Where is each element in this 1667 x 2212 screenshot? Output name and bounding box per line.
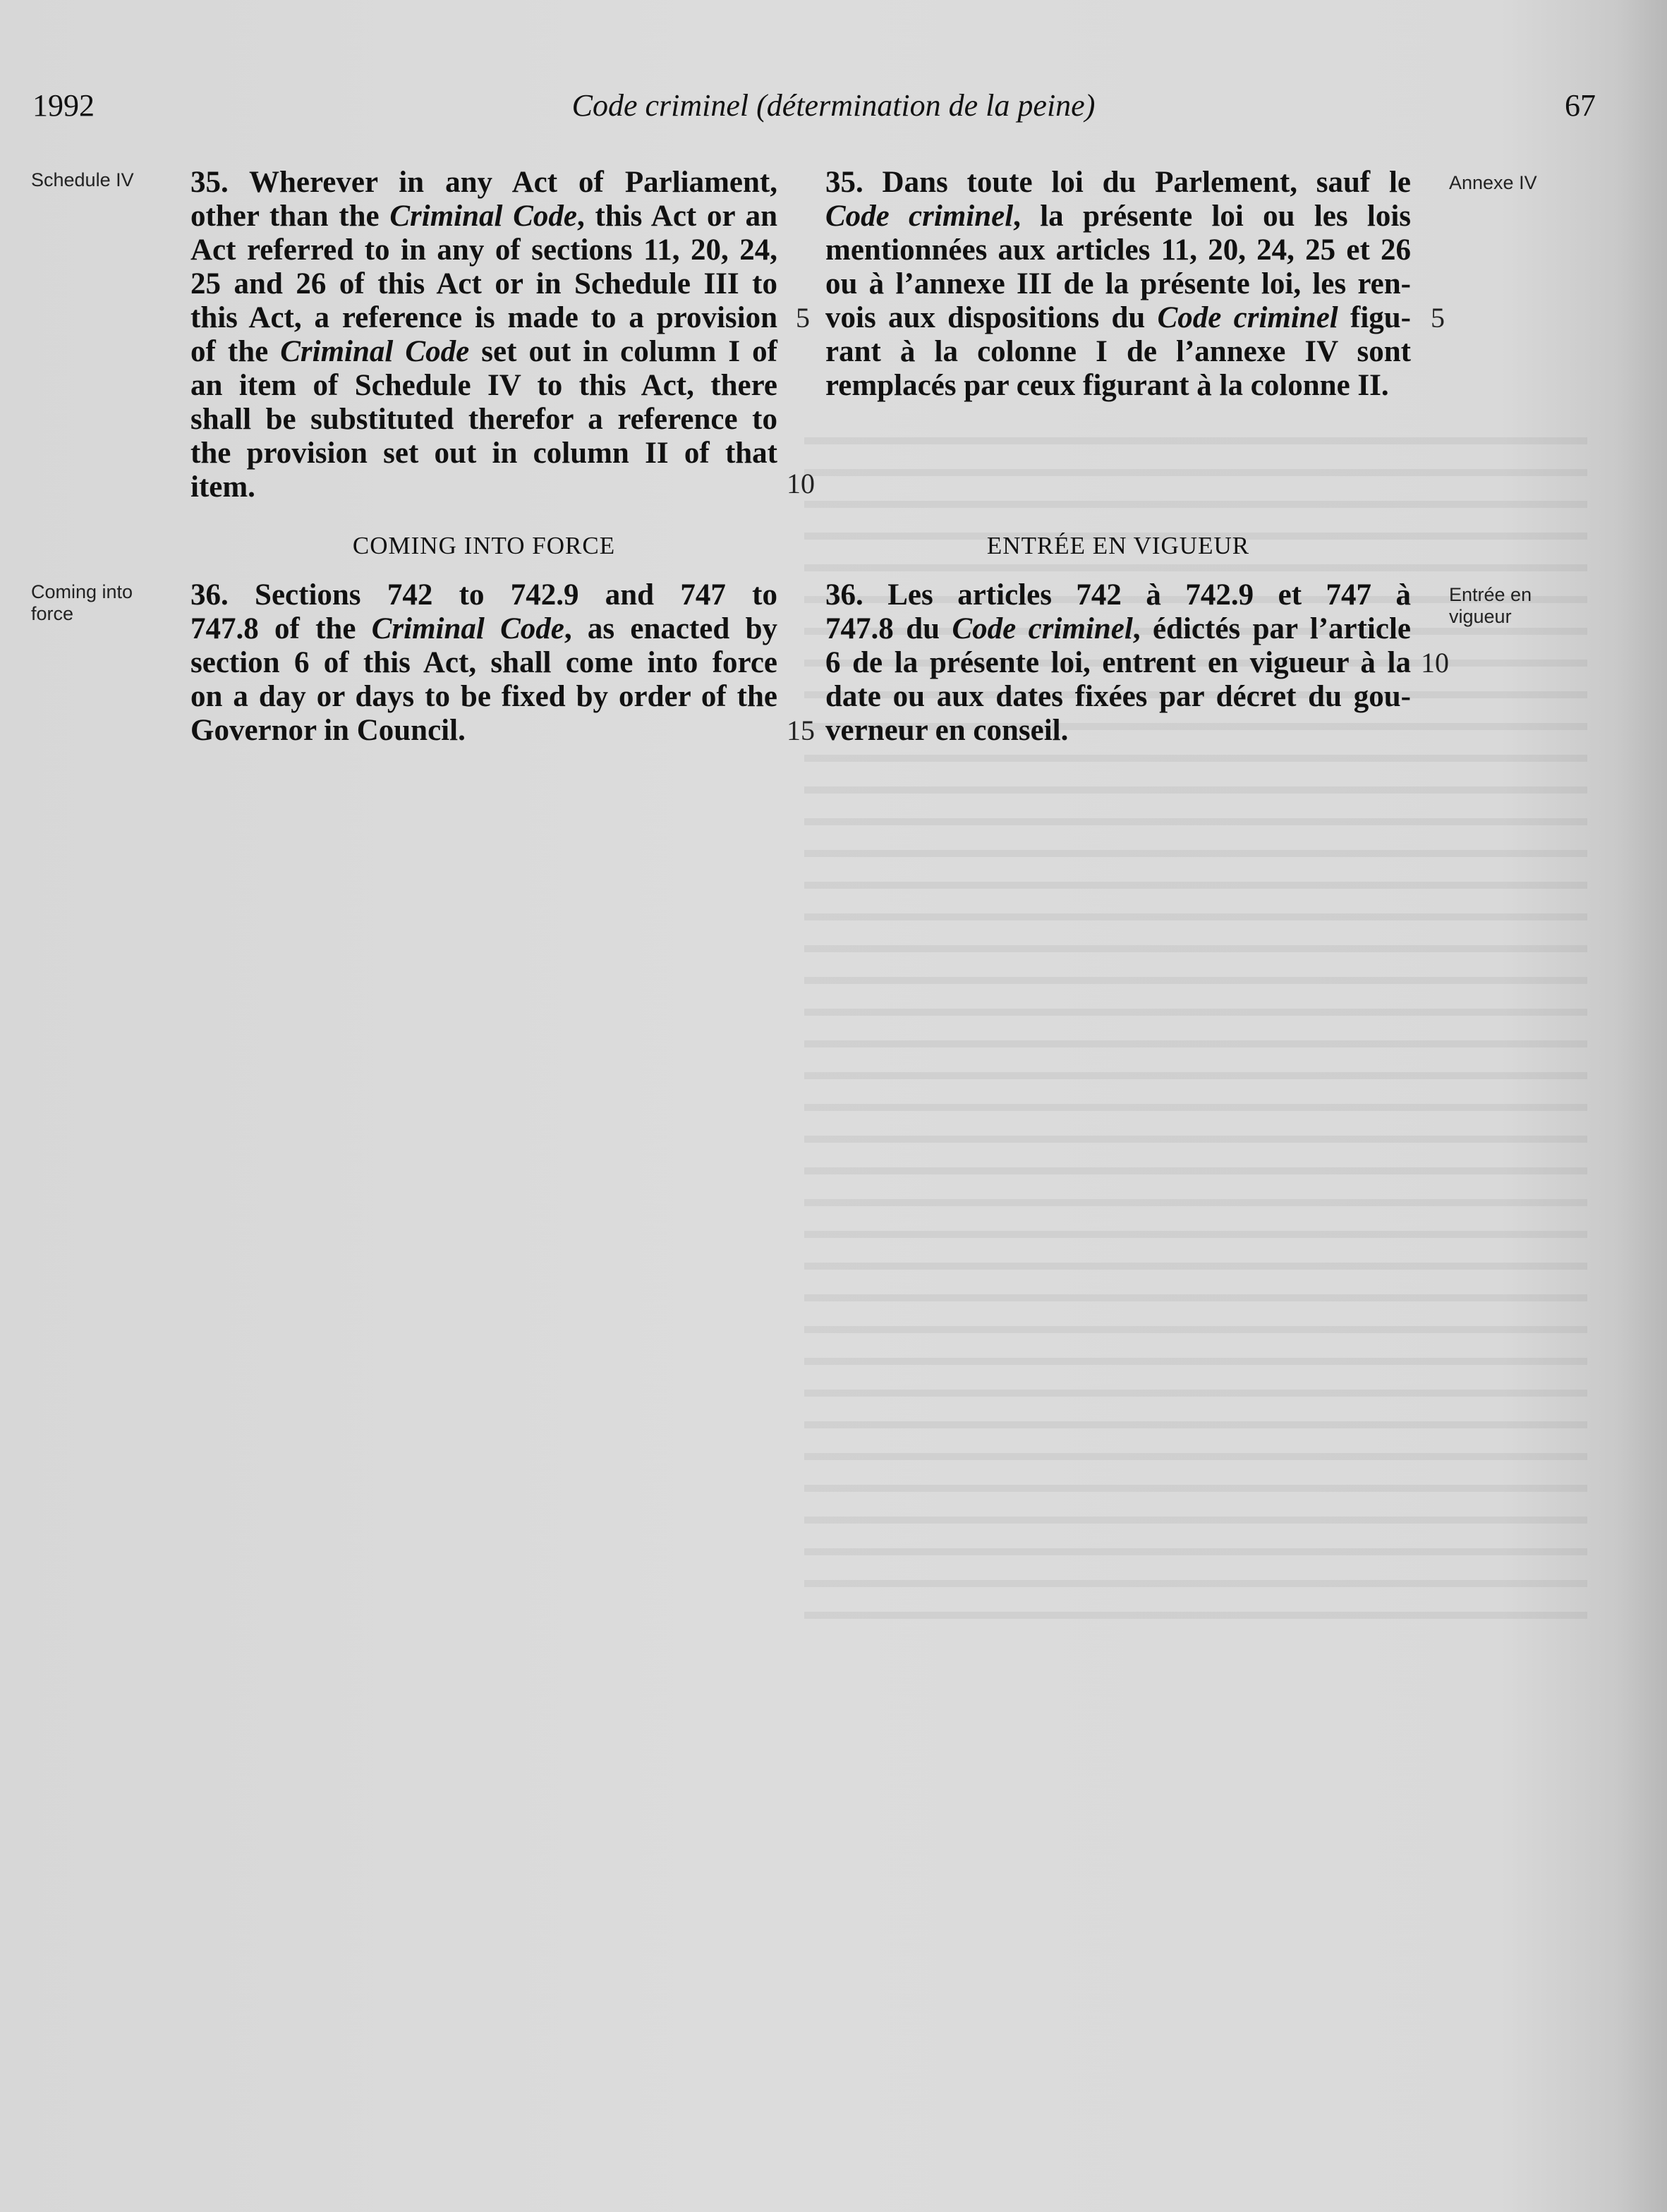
text-line: 36. Sections 742 to 742.9 and 747 to bbox=[190, 578, 777, 612]
text-line bbox=[825, 200, 1411, 233]
text-line: remplacés par ceux figurant à la colonne II. bbox=[825, 369, 1389, 402]
heading-entree-en-vigueur: ENTRÉE EN VIGUEUR bbox=[986, 532, 1250, 559]
text-line: section 6 of this Act, shall come into force bbox=[190, 646, 777, 679]
line-number: 5 bbox=[796, 302, 810, 334]
text-fragment: , édictés par l’article bbox=[1132, 612, 1411, 645]
text-line bbox=[825, 612, 1411, 646]
header-title: Code criminel (détermination de la peine) bbox=[571, 88, 1096, 123]
english-section-36 bbox=[190, 578, 777, 748]
french-section-36 bbox=[825, 578, 1411, 748]
text-line: Governor in Council. bbox=[190, 714, 466, 747]
text-fragment: set out in column I of bbox=[469, 335, 778, 368]
margin-note-schedule-iv: Schedule IV bbox=[31, 169, 134, 190]
text-fragment-italic: Code criminel bbox=[825, 200, 1014, 233]
text-line: 36. Les articles 742 à 742.9 et 747 à bbox=[825, 578, 1411, 612]
header-page-number: 67 bbox=[1565, 88, 1596, 123]
line-number: 5 bbox=[1431, 302, 1445, 334]
text-fragment: , la présente loi ou les lois bbox=[1013, 200, 1412, 233]
margin-note-annexe-iv: Annexe IV bbox=[1449, 172, 1537, 193]
text-line: Act referred to in any of sections 11, 20, 24, bbox=[190, 233, 777, 267]
text-line: date ou aux dates fixées par décret du gou- bbox=[825, 680, 1411, 713]
text-fragment-italic: Code criminel bbox=[1157, 301, 1338, 334]
text-fragment: 747.8 of the bbox=[190, 612, 372, 645]
margin-note-line: vigueur bbox=[1449, 606, 1512, 627]
text-line bbox=[190, 612, 777, 646]
text-line: the provision set out in column II of that bbox=[190, 437, 777, 470]
text-fragment: vois aux dispositions du bbox=[825, 301, 1158, 334]
text-line: mentionnées aux articles 11, 20, 24, 25 et 26 bbox=[825, 233, 1411, 267]
text-fragment: , as enacted by bbox=[564, 612, 777, 645]
text-line: item. bbox=[190, 470, 255, 504]
text-line bbox=[190, 335, 777, 369]
text-fragment-italic: Code criminel bbox=[952, 612, 1133, 645]
text-fragment-italic: Criminal Code bbox=[389, 200, 577, 233]
heading-coming-into-force: COMING INTO FORCE bbox=[352, 532, 616, 559]
text-line bbox=[825, 301, 1411, 335]
text-line: rant à la colonne I de l’annexe IV sont bbox=[825, 335, 1411, 368]
line-number: 15 bbox=[787, 715, 815, 746]
english-section-35 bbox=[190, 166, 777, 504]
text-line: 25 and 26 of this Act or in Schedule III to bbox=[190, 267, 777, 300]
text-line: 6 de la présente loi, entrent en vigueur à la bbox=[825, 646, 1411, 679]
margin-note-line: force bbox=[31, 603, 74, 624]
text-fragment: other than the bbox=[190, 200, 390, 233]
text-fragment: of the bbox=[190, 335, 281, 368]
text-line: 35. Wherever in any Act of Parliament, bbox=[190, 166, 777, 199]
text-fragment-italic: Criminal Code bbox=[371, 612, 564, 645]
margin-note-coming-into-force bbox=[31, 581, 133, 625]
text-line: ou à l’annexe III de la présente loi, les ren- bbox=[825, 267, 1411, 300]
text-line: an item of Schedule IV to this Act, there bbox=[190, 369, 777, 402]
margin-note-line: Entrée en bbox=[1449, 584, 1532, 605]
header-year: 1992 bbox=[32, 88, 95, 123]
text-line: verneur en conseil. bbox=[825, 714, 1069, 747]
french-section-35 bbox=[825, 166, 1411, 403]
text-line: 35. Dans toute loi du Parlement, sauf le bbox=[825, 166, 1411, 199]
text-line: shall be substituted therefor a reference to bbox=[190, 403, 777, 436]
text-fragment: figu- bbox=[1338, 301, 1411, 334]
line-number: 10 bbox=[1421, 647, 1449, 679]
text-line: this Act, a reference is made to a provision bbox=[190, 301, 777, 334]
margin-note-line: Coming into bbox=[31, 581, 133, 602]
text-line bbox=[190, 200, 777, 233]
line-number: 10 bbox=[787, 468, 815, 499]
text-fragment-italic: Criminal Code bbox=[280, 335, 470, 368]
margin-note-entree-en-vigueur bbox=[1449, 584, 1532, 628]
text-line: on a day or days to be fixed by order of the bbox=[190, 680, 777, 713]
text-fragment: , this Act or an bbox=[577, 200, 777, 233]
text-fragment: 747.8 du bbox=[825, 612, 952, 645]
